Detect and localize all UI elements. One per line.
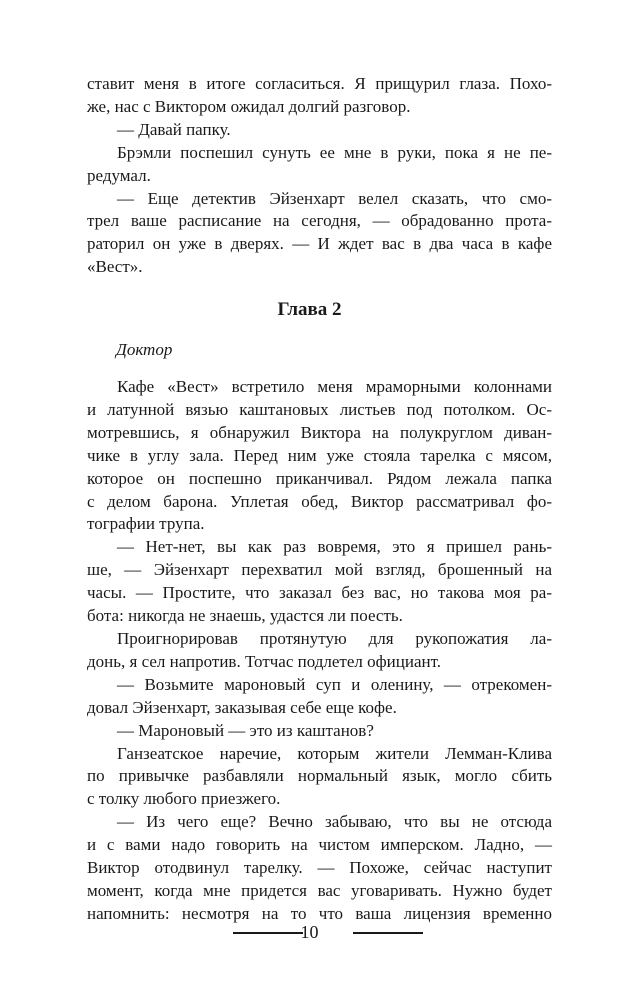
footer-rule-right (353, 932, 423, 934)
text-line: с толку любого приезжего. (87, 789, 281, 809)
text-line: и с вами надо говорить на чистом имперском. Ладно, — (87, 835, 552, 855)
text-block-main (87, 376, 552, 926)
text-line: которое он поспешно приканчивал. Рядом лежала папка (87, 468, 552, 488)
text-line: Проигнорировав протянутую для рукопожатия ла- (117, 628, 552, 648)
text-line: Брэмли поспешил сунуть ее мне в руки, пока я не пе- (117, 142, 552, 162)
text-line: — Из чего еще? Вечно забываю, что вы не отсюда (117, 812, 552, 832)
text-line: бота: никогда не знаешь, удастся ли поесть. (87, 606, 403, 626)
text-line: Кафе «Вест» встретило меня мраморными колоннами (117, 377, 552, 396)
text-line: — Нет-нет, вы как раз вовремя, это я пришел рань- (117, 537, 552, 557)
text-line: редумал. (87, 165, 151, 185)
text-line: — Давай папку. (117, 119, 231, 139)
text-line: — Мароновый — это из каштанов? (117, 720, 374, 740)
text-line: с делом барона. Уплетая обед, Виктор рассматривал фо- (87, 491, 552, 511)
text-line: и латунной вязью каштановых листьев под потолком. Ос- (87, 399, 552, 419)
text-line: довал Эйзенхарт, заказывая себе еще кофе. (87, 697, 397, 717)
text-line: донь, я сел напротив. Тотчас подлетел официант. (87, 651, 441, 671)
text-line: чике в углу зала. Перед ним уже стояла тарелка с мясом, (87, 445, 552, 465)
page-number: 10 (300, 922, 319, 942)
text-line: «Вест». (87, 257, 143, 277)
chapter-title: Глава 2 (277, 299, 342, 320)
chapter-epigraph: Доктор (116, 340, 173, 359)
text-line: мотревшись, я обнаружил Виктора на полукруглом диван- (87, 422, 552, 442)
text-line: же, нас с Виктором ожидал долгий разговор. (87, 96, 411, 116)
text-line: ставит меня в итоге согласиться. Я прищурил глаза. Похо- (87, 74, 552, 93)
text-line: часы. — Простите, что заказал без вас, но такова моя ра- (87, 583, 552, 603)
text-line: ше, — Эйзенхарт перехватил мой взгляд, брошенный на (87, 560, 552, 580)
text-line: раторил он уже в дверях. — И ждет вас в два часа в кафе (87, 234, 552, 254)
text-line: по привычке разбавляли нормальный язык, могло сбить (87, 766, 552, 786)
text-line: Виктор отодвинул тарелку. — Похоже, сейчас наступит (87, 858, 552, 878)
text-line: Ганзеатское наречие, которым жители Лемман-Клива (117, 743, 552, 763)
text-line: напомнить: несмотря на то что ваша лицензия временно (87, 903, 552, 923)
text-line: — Еще детектив Эйзенхарт велел сказать, что смо- (117, 188, 552, 208)
text-line: момент, когда мне придется вас уговаривать. Нужно будет (87, 880, 552, 900)
text-line: тографии трупа. (87, 514, 205, 534)
text-block-top (87, 73, 552, 279)
text-line: трел ваше расписание на сегодня, — обрадованно прота- (87, 211, 552, 231)
text-line: — Возьмите мароновый суп и оленину, — отрекомен- (117, 674, 552, 694)
